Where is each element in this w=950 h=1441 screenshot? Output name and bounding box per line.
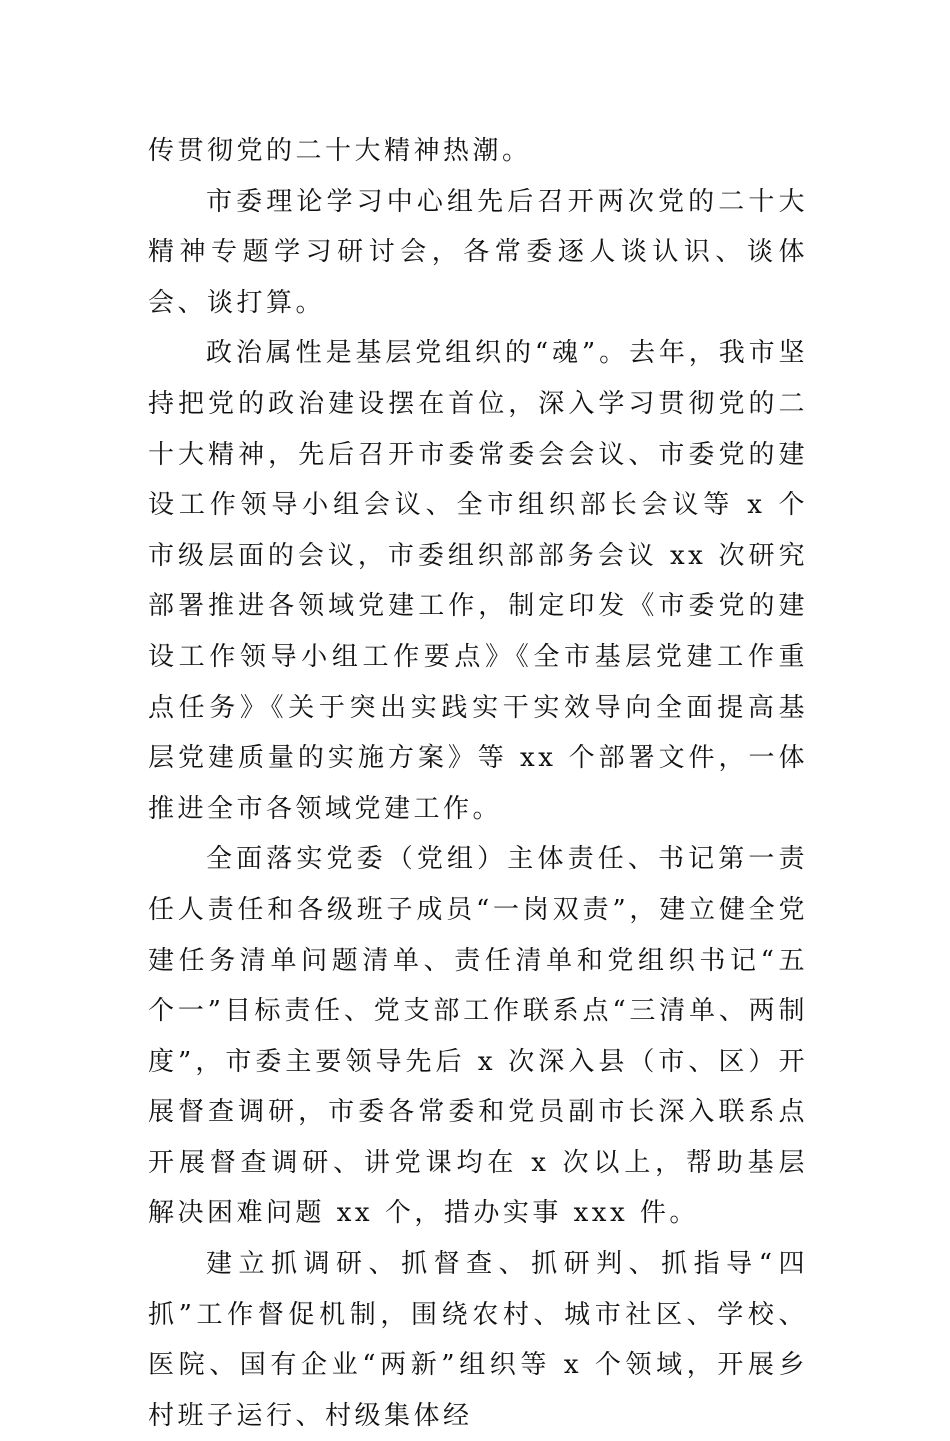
paragraph-responsibility: 全面落实党委（党组）主体责任、书记第一责任人责任和各级班子成员“一岗双责”，建立健全党建任务清单问题清单、责任清单和党组织书记“五个一”目标责任、党支部工作联系点“三清单、两制度”，市委主要领导先后 x 次深入县（市、区）开展督查调研，市委各常委和党员副市长深入联系点开展督查调研、讲党课均在 x 次以上，帮助基层解决困难问题 xx 个，措办实事 xxx 件。 [148, 844, 808, 1229]
document-body [148, 126, 808, 1441]
paragraph-political-attribute: 政治属性是基层党组织的“魂”。去年，我市坚持把党的政治建设摆在首位，深入学习贯彻党的二十大精神，先后召开市委常委会会议、市委党的建设工作领导小组会议、全市组织部长会议等 x 个市级层面的会议，市委组织部部务会议 xx 次研究部署推进各领域党建工作，制定印发《市委党的建设工作领导小组工作要点》《全市基层党建工作重点任务》《关于突出实践实干实效导向全面提高基层党建质量的实施方案》等 xx 个部署文件，一体推进全市各领域党建工作。 [148, 338, 808, 824]
paragraph-study-group: 市委理论学习中心组先后召开两次党的二十大精神专题学习研讨会，各常委逐人谈认识、谈体会、谈打算。 [148, 186, 808, 318]
paragraph-continuation: 传贯彻党的二十大精神热潮。 [148, 136, 532, 166]
paragraph-four-grasps: 建立抓调研、抓督查、抓研判、抓指导“四抓”工作督促机制，围绕农村、城市社区、学校、医院、国有企业“两新”组织等 x 个领域，开展乡村班子运行、村级集体经 [148, 1249, 808, 1431]
